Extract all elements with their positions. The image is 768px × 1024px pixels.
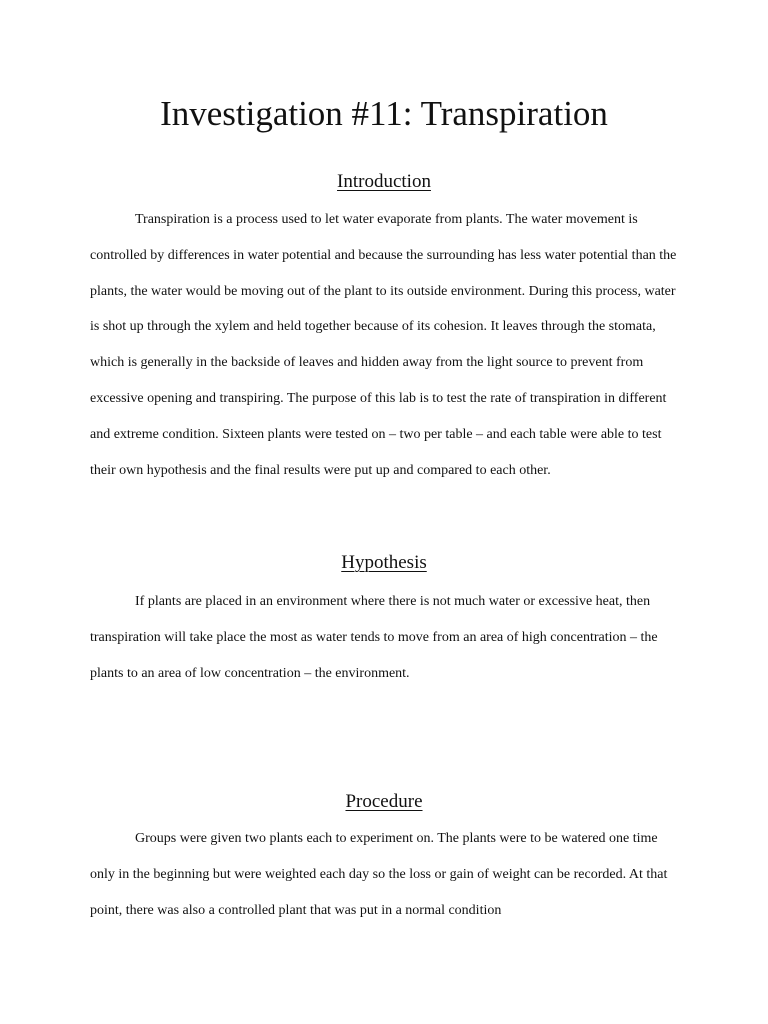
section-heading-introduction bbox=[0, 170, 768, 194]
section-body-hypothesis: If plants are placed in an environment where there is not much water or excessive heat, then transpiration will take place the most as water tends to move from an area of high concentration – the plants to an area of low concentration – the environment. bbox=[90, 594, 658, 681]
section-heading-introduction-text: Introduction bbox=[337, 171, 431, 192]
section-heading-procedure bbox=[0, 790, 768, 814]
section-heading-hypothesis-text: Hypothesis bbox=[341, 552, 427, 573]
section-heading-procedure-text: Procedure bbox=[345, 791, 423, 812]
section-body-introduction: Transpiration is a process used to let water evaporate from plants. The water movement is controlled by differences in water potential and because the surrounding has less water potential than the plants, the water would be moving out of the plant to its outside environment. During this process, water is shot up through the xylem and held together because of its cohesion. It leaves through the stomata, which is generally in the backside of leaves and hidden away from the light source to prevent from excessive opening and transpiring. The purpose of this lab is to test the rate of transpiration in different and extreme condition. Sixteen plants were tested on – two per table – and each table were able to test their own hypothesis and the final results were put up and compared to each other. bbox=[90, 212, 677, 478]
section-heading-hypothesis bbox=[0, 551, 768, 575]
section-body-procedure: Groups were given two plants each to experiment on. The plants were to be watered one time only in the beginning but were weighted each day so the loss or gain of weight can be recorded. At that point, there was also a controlled plant that was put in a normal condition bbox=[90, 831, 668, 918]
document-title: Investigation #11: Transpiration bbox=[160, 94, 608, 133]
